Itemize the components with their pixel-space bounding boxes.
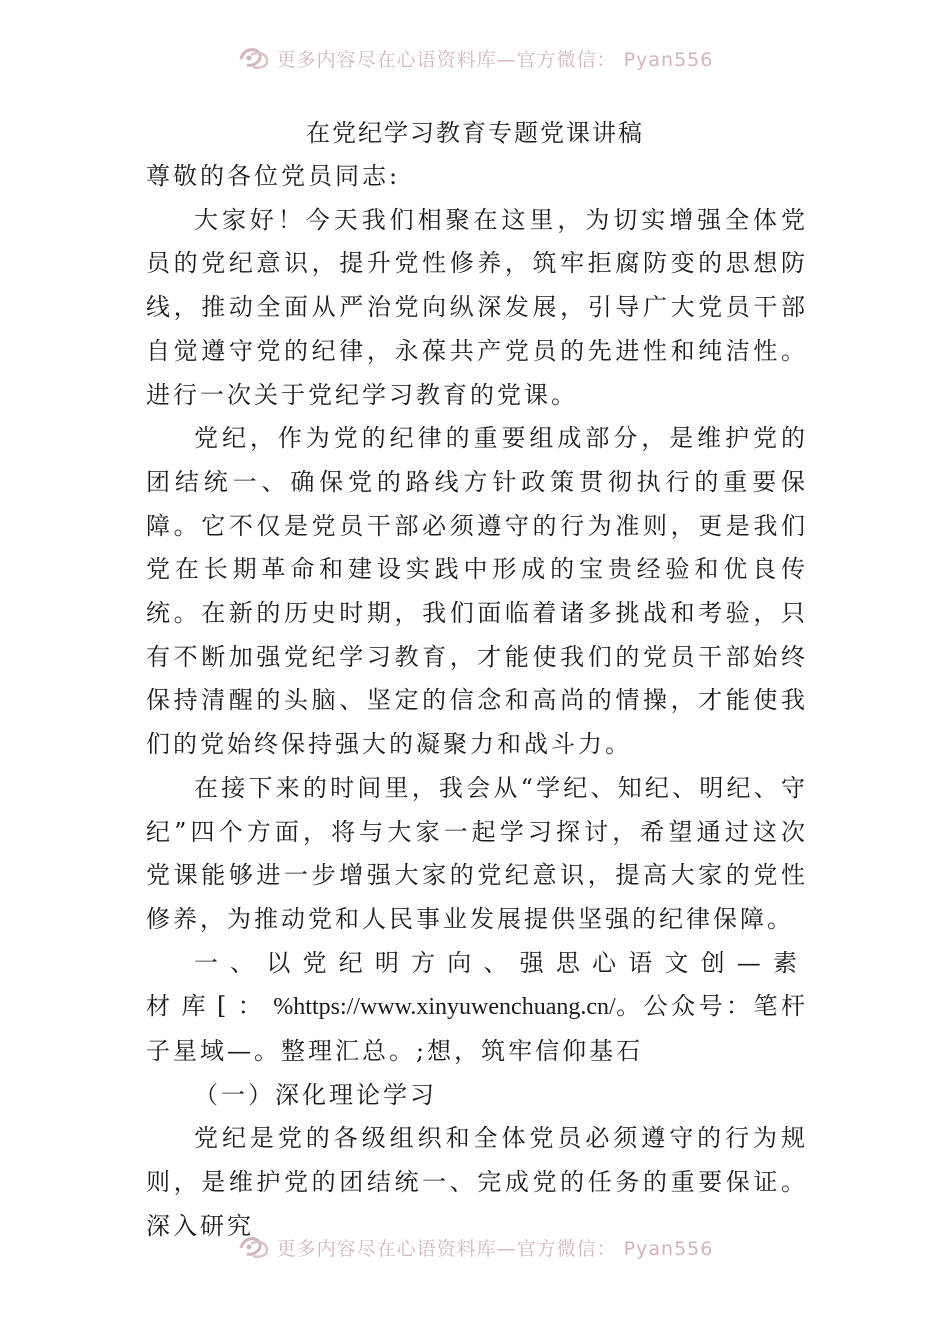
section-heading-tail: 。公众号：笔杆子星域—。整理汇总。;想，筑牢信仰基石: [146, 992, 809, 1066]
document-body: [146, 155, 808, 1249]
section-heading-1: [146, 942, 808, 1074]
subsection-heading-1: （一）深化理论学习: [194, 1080, 437, 1109]
paragraph-2: 党纪，作为党的纪律的重要组成部分，是维护党的团结统一、确保党的路线方针政策贯彻执行的重要保障。它不仅是党员干部必须遵守的行为准则，更是我们党在长期革命和建设实践中形成的宝贵经验和优良传统。在新的历史时期，我们面临着诸多挑战和考验，只有不断加强党纪学习教育，才能使我们的党员干部始终保持清醒的头脑、坚定的信念和高尚的情操，才能使我们的党始终保持强大的凝聚力和战斗力。: [146, 424, 808, 759]
brand-logo-icon: [237, 45, 271, 71]
watermark-text: 更多内容尽在心语资料库—官方微信： Pyan556: [276, 1237, 714, 1260]
brand-logo-icon: [237, 1234, 271, 1260]
paragraph-4: 党纪是党的各级组织和全体党员必须遵守的行为规则，是维护党的团结统一、完成党的任务的重要保证。深入研究: [146, 1124, 808, 1240]
section-heading-lead: 一、以党纪明方向、强思心语文创—素材库[：: [146, 948, 808, 1021]
salutation: 尊敬的各位党员同志:: [146, 162, 401, 190]
watermark-text: 更多内容尽在心语资料库—官方微信： Pyan556: [276, 48, 714, 71]
paragraph-3: 在接下来的时间里，我会从“学纪、知纪、明纪、守纪”四个方面，将与大家一起学习探讨，希望通过这次党课能够进一步增强大家的党纪意识，提高大家的党性修养，为推动党和人民事业发展提供坚强的纪律保障。: [146, 773, 808, 933]
watermark-footer: [0, 1232, 950, 1262]
paragraph-1: 大家好！今天我们相聚在这里，为切实增强全体党员的党纪意识，提升党性修养，筑牢拒腐防变的思想防线，推动全面从严治党向纵深发展，引导广大党员干部自觉遵守党的纪律，永葆共产党员的先进性和纯洁性。进行一次关于党纪学习教育的党课。: [146, 205, 808, 409]
document-title: 在党纪学习教育专题党课讲稿: [306, 119, 644, 147]
watermark-header: [0, 43, 950, 73]
source-url: %https://www.xinyuwenchuang.cn/: [273, 994, 616, 1021]
